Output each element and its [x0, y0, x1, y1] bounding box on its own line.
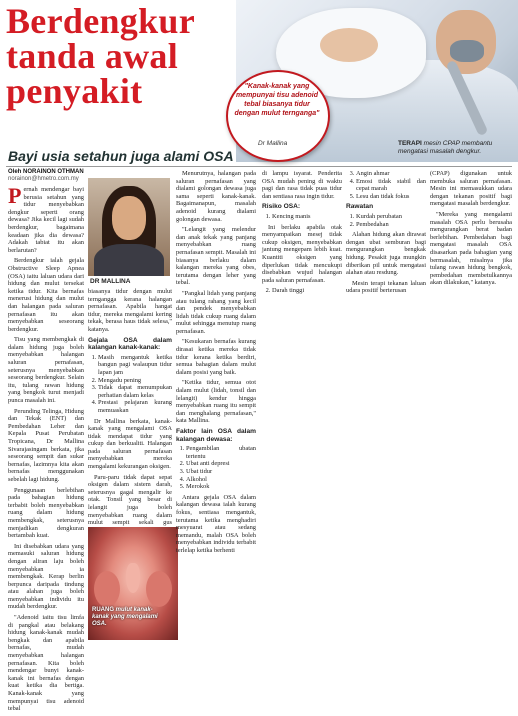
paragraph: Alahan hidung akan dirawat dengan ubat semburan bagi mengurangkan bengkak hidung. Pesakit juga mungkin diberikan pil untuk mengatasi alahan atau resdung.: [346, 231, 426, 277]
list-item: 1. Kurdah perubatan: [356, 213, 426, 221]
section-heading: Risiko OSA:: [262, 203, 301, 211]
paragraph: "Ketika tidur, semua otot dalam mulut (lidah, tonsil dan lelangit) kendur hingga menyebabkan ruang itu sempit dan menghalang pernafasan," kata Mallina.: [176, 379, 256, 425]
list-item: 4. Alkohol: [186, 476, 256, 484]
paragraph: "Lelangit yang melendur dan anak tekak yang panjang menyebabkan ruang pernafasan sempit. Masalah ini biasanya berlaku dalam kalangan mereka yang obes, terutama dengan leher yang tebal.: [176, 226, 256, 287]
column-6: [430, 170, 512, 290]
column-5: [346, 170, 426, 298]
paragraph: Berdengkur ialah gejala Obstructive Sleep Apnea (OSA) iaitu laluan udara dari hidung dan mulut tersekat ketika tidur. Kita bernafas menerusi hidung dan mulut dan halangan pada saluran pernafasan itu akan menyebabkan seseorang berdengkur.: [8, 257, 84, 333]
list-item: 5. Lesu dan tidak fokus: [356, 193, 426, 201]
column-4: [262, 170, 342, 298]
treatment-list: [346, 213, 426, 228]
paragraph: "Kesukaran bernafas kurang dirasai ketika mereka tidak tidur kerana ketika berdiri, semua bahagian dalam mulut dalam posisi yang baik.: [176, 338, 256, 376]
paragraph: Menurutnya, halangan pada saluran pernafasan yang dialami golongan dewasa juga sama seperti kanak-kanak. Bagaimanapun, masalah adenoid kurang dialami golongan dewasa.: [176, 170, 256, 223]
headline: [6, 1, 244, 111]
risk-list: [262, 213, 342, 221]
headline-line-1: Berdengkur: [6, 1, 196, 41]
subheadline: Bayi usia setahun juga alami OSA: [8, 148, 234, 164]
column-1: [8, 183, 84, 716]
portrait-caption: DR MALLINA: [90, 278, 131, 285]
cpap-caption-lead: TERAPI: [398, 140, 422, 147]
list-item: 3. Tidak dapat menumpukan perhatian dalam kelas: [98, 384, 172, 399]
cpap-caption: [398, 140, 508, 156]
cpap-caption-body: mesin CPAP membantu mengatasi masalah dengkur.: [398, 140, 493, 155]
list-item: 2. Mengadu pening: [98, 377, 172, 385]
paragraph: Ini berlaku apabila otak menyampaikan mesej tidak cukup oksigen, menyebabkan jantung mengepam lebih kuat. Kuantiti oksigen yang diperlukan tidak mencukupi disebabkan wujud halangan pada saluran pernafasan.: [262, 223, 342, 284]
paragraph: Ini disebabkan udara yang memasuki saluran hidung dengan aliran laju boleh menyebabkan ia membengkak. Kerap berlin berpunca daripada tindung atau alahan juga boleh menyebabkan individu itu mudah berdengkur.: [8, 542, 84, 611]
paragraph: ernah mendengar bayi berusia setahun yang tidur menyebabkan dengkur seperti orang dewasa? Jika kecil lagi sudah berdengkur, bagaimana keadaan jika dia dewasa? Adakah tabiat itu akan berlarutan?: [8, 186, 84, 254]
throat-caption: [92, 607, 162, 628]
list-item: 1. Masih mengantuk ketika bangun pagi walaupun tidur lapan jam: [98, 354, 172, 377]
divider: [6, 166, 512, 167]
column-3: [176, 170, 256, 558]
paragraph: Penggunaan berlebihan pada bahagian hidung terbabit boleh menyebabkan ruang dalam hidung membengkak, seterusnya menjadikan dengkuran bertambah kuat.: [8, 486, 84, 540]
list-item: 2. Ubat anti depresi: [186, 460, 256, 468]
byline: [8, 169, 84, 183]
paragraph: "Pangkal lidah yang panjang atau tulang rahang yang kecil dan pendek menyebabkan lidah tidak cukup ruang dalam mulut sehingga menutup ruang pernafasan.: [176, 289, 256, 335]
paragraph: Dr Mallina berkata, kanak-kanak yang mengalami OSA tidak mendapat tidur yang cukup dan berkualiti. Halangan pada saluran pernafasan menyebabkan mereka mengalami kekurangan oksigen.: [88, 417, 172, 471]
paragraph: Mesin terapi tekanan laluan udara positif berterusan: [346, 279, 426, 295]
list-item: 1. Pengambilan ubatan tertentu: [186, 445, 256, 460]
paragraph: Antara gejala OSA dalam kalangan dewasa ialah kurang fokus, sentiasa mengantuk, terutama ketika menghadiri mesyuarat atau sedang memandu, malah OSA boleh menyebabkan individu terbabit terlelap ketika berhenti: [176, 493, 256, 554]
paragraph: di lampu isyarat. Penderita OSA mudah pening di waktu pagi dan rasa tidak puas tidur dan sentiasa rasa ingin tidur.: [262, 170, 342, 200]
headline-line-3: penyakit: [6, 71, 143, 111]
list-item: 4. Prestasi pelajaran kurang memuaskan: [98, 399, 172, 414]
section-heading: Faktor lain OSA dalam kalangan dewasa:: [176, 428, 256, 443]
byline-email: norainon@hmetro.com.my: [8, 176, 79, 182]
paragraph: (CPAP) digunakan untuk membuka saluran pernafasan. Mesin ini memasukkan udara dengan tekanan positif bagi mengatasi masalah berdengkur.: [430, 170, 512, 208]
list-item: 3. Ubat tidur: [186, 468, 256, 476]
pull-quote-text: "Kanak-kanak yang mempunyai tisu adenoid tebal biasanya tidur dengan mulut ternganga": [234, 83, 320, 117]
list-item: 1. Kencing manis: [272, 213, 342, 221]
headline-line-2: tanda awal: [6, 36, 179, 76]
list-item: 4. Emosi tidak stabil dan cepat marah: [356, 178, 426, 193]
paragraph: Tisu yang membengkak di dalam hidung juga boleh menyebabkan halangan saluran pernafasan, seterusnya menyebabkan seseorang berdengkur. Selain itu, tulang rawan hidung yang bengkok turut menjadi punca masalah ini.: [8, 336, 84, 405]
factor-list: [176, 445, 256, 491]
paragraph: Perunding Telinga, Hidung dan Tekak (ENT) dan Pembedahan Leher dan Kepala Pusat Perubatan Tropicana, Dr Mallina Sivarajasingam berkata, jika seseorang sempit dan sukar bernafas, lazimnya kita akan bernafas menggunakan sebelah lagi hidung.: [8, 407, 84, 483]
paragraph: "Adenoid iaitu tisu limfa di pangkal atau belakang hidung kanak-kanak mudah bengkak dan apabila bernafas, mudah menyebabkan halangan pernafasan. Kita boleh mendengar bunyi kanak-kanak ini bernafas dengan kuat ketika dia bertiga. Kanak-kanak yang mempunyai tisu adenoid tebal: [8, 614, 84, 713]
drop-cap: P: [8, 183, 22, 208]
list-item: 2. Darah tinggi: [272, 287, 342, 295]
sleeping-woman-face: [320, 28, 378, 62]
column-2: [88, 288, 172, 537]
pull-quote-author: Dr Mallina: [258, 140, 288, 147]
dr-mallina-portrait: [88, 178, 170, 276]
paragraph: Paru-paru tidak dapat sepat oksigen dalam sistem darah, seterusnya gagal mengalir ke otak. Tonsil yang besar di lelangit juga boleh menyebabkan ruang dalam mulut sempit sekali gus: [88, 473, 172, 527]
list-item: 3. Angin ahmar: [356, 170, 426, 178]
list-item: 5. Merokok: [186, 483, 256, 491]
cpap-mask: [450, 40, 484, 62]
section-heading: Gejala OSA dalam kalangan kanak-kanak:: [88, 336, 172, 352]
list-item: 2. Pembedahan: [356, 221, 426, 229]
throat-caption-lead: RUANG: [92, 607, 114, 613]
section-heading: Rawatan: [346, 203, 374, 211]
risk-list-continued: [262, 287, 342, 295]
symptom-list: [88, 354, 172, 415]
paragraph: "Mereka yang mengalami masalah OSA perlu berusaha mengurangkan berat badan berlebihan. Pembedahan bagi mengatasi masalah OSA disasarkan pada bahagian yang bermasalah, misalnya jika tulang rawan hidung bengkok, pembedahan membetulkannya akan dilakukan," katanya.: [430, 210, 512, 287]
risk-list-continued: [346, 170, 426, 200]
paragraph: biasanya tidur dengan mulut terngangga kerana halangan pernafasan. Apabila hangat tidur, mereka mengalami kering tekak, berasa haus tidak selesa," katanya.: [88, 288, 172, 333]
throat-caption-body: mulut kanak-kanak yang mengalami OSA.: [92, 607, 158, 627]
byline-name: Oleh NORAINON OTHMAN: [8, 169, 84, 175]
